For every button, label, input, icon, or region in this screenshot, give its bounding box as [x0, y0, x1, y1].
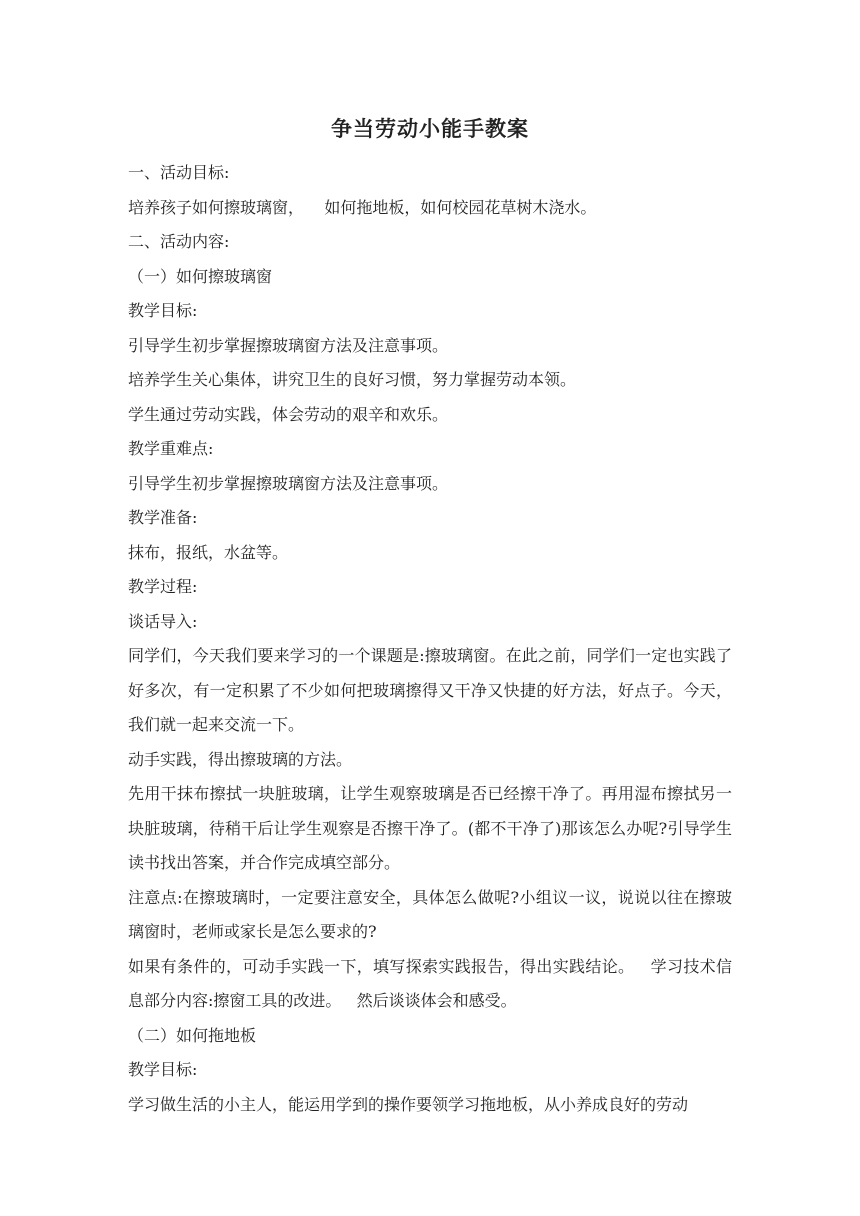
paragraph: 学习做生活的小主人，能运用学到的操作要领学习拖地板，从小养成良好的劳动	[128, 1094, 689, 1114]
paragraph: 教学目标:	[128, 301, 198, 320]
paragraph: 如果有条件的，可动手实践一下，填写探索实践报告，得出实践结论。 学习技术信息部分内容:擦窗工具的改进。 然后谈谈体会和感受。	[128, 956, 732, 1010]
paragraph: 同学们，今天我们要来学习的一个课题是:擦玻璃窗。在此之前，同学们一定也实践了好多次，有一定积累了不少如何把玻璃擦得又干净又快捷的好方法，好点子。今天，我们就一起来交流一下。	[128, 646, 732, 734]
paragraph: 一、活动目标:	[128, 163, 230, 182]
document-page	[128, 114, 732, 1122]
paragraph: 二、活动内容:	[128, 232, 230, 251]
paragraph: 谈话导入:	[128, 611, 198, 631]
paragraph: 学生通过劳动实践，体会劳动的艰辛和欢乐。	[128, 404, 449, 424]
paragraph: 动手实践，得出擦玻璃的方法。	[128, 749, 353, 769]
paragraph: 教学重难点:	[128, 439, 214, 458]
paragraph: 引导学生初步掌握擦玻璃窗方法及注意事项。	[128, 473, 449, 493]
paragraph: 培养学生关心集体，讲究卫生的良好习惯，努力掌握劳动本领。	[128, 370, 577, 389]
paragraph: 教学过程:	[128, 577, 198, 596]
paragraph: （一）如何擦玻璃窗	[128, 266, 273, 286]
paragraph: （二）如何拖地板	[128, 1025, 257, 1045]
document-body	[128, 156, 732, 1122]
paragraph: 培养孩子如何擦玻璃窗， 如何拖地板，如何校园花草树木浇水。	[128, 197, 597, 217]
paragraph: 教学目标:	[128, 1060, 198, 1079]
document-title: 争当劳动小能手教案	[331, 116, 529, 141]
paragraph: 教学准备:	[128, 508, 198, 527]
paragraph: 抹布，报纸，水盆等。	[128, 542, 289, 562]
paragraph: 引导学生初步掌握擦玻璃窗方法及注意事项。	[128, 335, 449, 355]
paragraph: 注意点:在擦玻璃时，一定要注意安全，具体怎么做呢?小组议一议，说说以往在擦玻璃窗时，老师或家长是怎么要求的?	[128, 887, 732, 941]
paragraph: 先用干抹布擦拭一块脏玻璃，让学生观察玻璃是否已经擦干净了。再用湿布擦拭另一块脏玻璃，待稍干后让学生观察是否擦干净了。(都不干净了)那该怎么办呢?引导学生读书找出答案，并合作完成填空部分。	[128, 784, 732, 872]
